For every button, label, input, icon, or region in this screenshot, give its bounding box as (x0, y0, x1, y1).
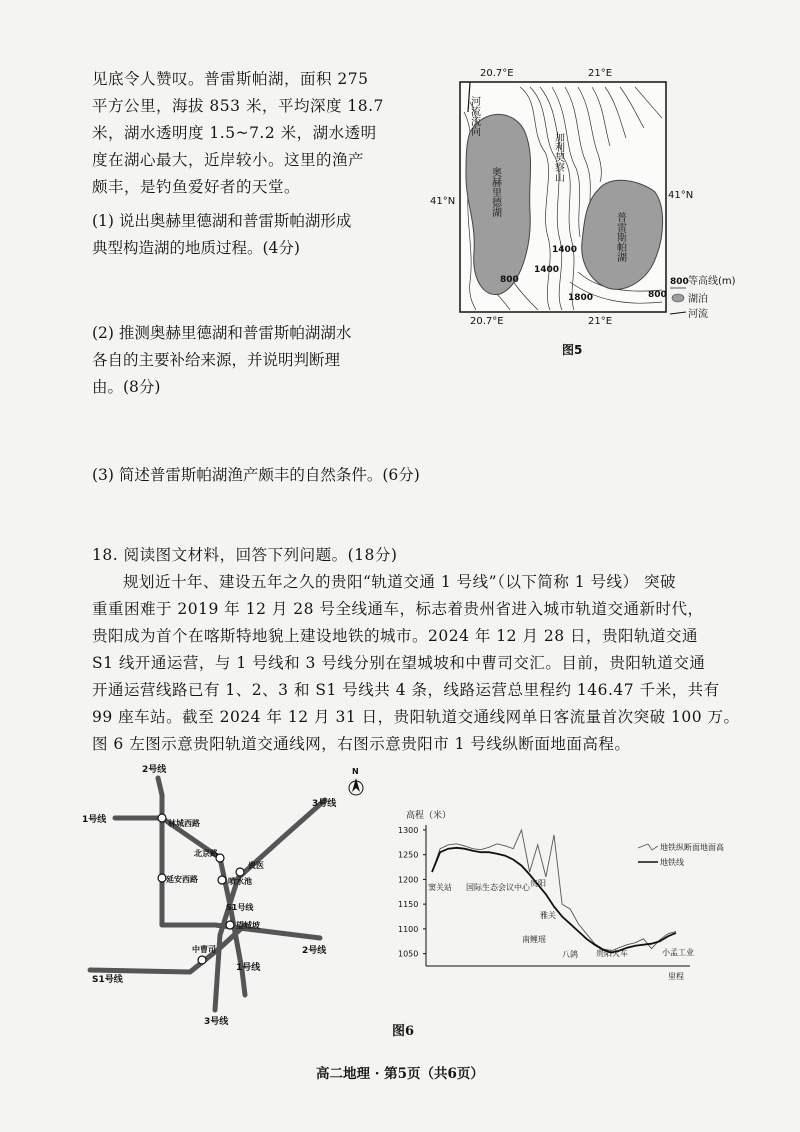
metro-line (432, 848, 676, 953)
station-label: 窦关站 (428, 883, 452, 892)
station-label: 南鲤瑶 (522, 935, 546, 944)
figure-6-profile-chart (390, 800, 724, 1000)
legend-ground-label: 地铁纵断面地面高 (660, 843, 724, 852)
line-2-track (158, 778, 162, 925)
station-label: 喷水池 (228, 877, 252, 886)
north-label: N (352, 767, 359, 776)
question-line: 典型构造湖的地质过程。(4分) (92, 239, 300, 257)
prespa-label: 普雷斯帕湖 (614, 212, 626, 262)
figure-5-map (430, 62, 736, 362)
legend-lake-swatch (672, 294, 684, 302)
station-yananxilu (158, 874, 166, 882)
paragraph-line: 贵阳成为首个在喀斯特地貌上建设地铁的城市。2024 年 12 月 28 日，贵阳轨道交通 (92, 627, 699, 645)
line-3-bottom-label: 3号线 (204, 1017, 229, 1027)
paragraph-line: 规划近十年、建设五年之久的贵阳“轨道交通 1 号线”（以下简称 1 号线） 突破 (123, 573, 676, 591)
legend-contour-value: 800 (670, 277, 689, 287)
y-ticks (398, 826, 426, 959)
passage-line: 颇丰，是钓鱼爱好者的天堂。 (92, 178, 301, 196)
question-line: 各自的主要补给来源，并说明判断理 (92, 351, 341, 369)
station-label: 雅关 (540, 911, 556, 920)
passage-line: 平方公里，海拔 853 米，平均深度 18.7 (92, 97, 384, 115)
question-line: (3) 简述普雷斯帕湖渔产颇丰的自然条件。(6分) (92, 466, 420, 484)
station-label: 北京路 (194, 849, 218, 858)
paragraph-line: 99 座车站。截至 2024 年 12 月 31 日，贵阳轨道交通线网单日客流量首次突破 100 万。 (92, 708, 740, 726)
y-tick-label: 1300 (398, 825, 419, 835)
lat-label-left: 41°N (430, 196, 456, 207)
river-flow-label: 河流流向 (468, 96, 480, 136)
lat-label-right: 41°N (668, 190, 694, 201)
legend-metro-label: 地铁线 (660, 858, 684, 867)
question-line: (1) 说出奥赫里德湖和普雷斯帕湖形成 (92, 212, 352, 230)
station-label: 延安西路 (166, 875, 198, 884)
legend-lake-label: 湖泊 (688, 294, 708, 305)
question-line: 由。(8分) (92, 378, 161, 396)
lon-label-left-bottom: 20.7°E (470, 316, 504, 327)
station-wangchengpo (226, 921, 234, 929)
x-axis-label: 里程 (668, 972, 684, 981)
legend-river-label: 河流 (688, 309, 708, 320)
line-1-bottom-label: 1号线 (236, 963, 261, 973)
line-2-bottom-label: 2号线 (302, 946, 327, 956)
paragraph-line: 重重困难于 2019 年 12 月 28 号全线通车，标志着贵州省进入城市轨道交通新时代， (92, 600, 704, 618)
paragraph-line: 开通运营线路已有 1、2、3 和 S1 号线共 4 条，线路运营总里程约 146.47 千米，共有 (92, 681, 720, 699)
station-label: 国际生态会议中心 (466, 883, 530, 892)
question-17-2 (92, 320, 422, 401)
question-17-1 (92, 208, 422, 262)
paragraph-line: 图 6 左图示意贵阳轨道交通线网，右图示意贵阳市 1 号线纵断面地面高程。 (92, 735, 631, 753)
contour-label: 800 (500, 275, 519, 285)
station-label: 贵医 (248, 861, 264, 870)
question-line: (2) 推测奥赫里德湖和普雷斯帕湖湖水 (92, 324, 352, 342)
page-footer: 高二地理 · 第5页（共6页） (316, 1066, 484, 1082)
line-3-top-label: 3号线 (312, 799, 337, 809)
passage-line: 度在湖心最大，近岸较小。这里的渔产 (92, 151, 365, 169)
question-17-3 (92, 462, 692, 489)
line-1-left-label: 1号线 (82, 815, 107, 825)
question-18 (92, 542, 772, 758)
station-label: 八鸽 (562, 950, 578, 959)
profile-legend (638, 842, 724, 867)
station-label: 中曹司 (192, 945, 216, 954)
contour-label: 1400 (534, 265, 560, 275)
station-label: 林城西路 (168, 819, 200, 828)
passage-top (92, 66, 422, 201)
s1-left-label: S1号线 (92, 975, 123, 985)
station-label: 贵阳 (530, 879, 546, 888)
line-2-top-label: 2号线 (142, 765, 167, 775)
figure-5-caption: 图5 (562, 343, 583, 357)
lon-label-right-bottom: 21°E (588, 316, 613, 327)
station-guiyi (236, 868, 244, 876)
legend-contour-label: 等高线(m) (688, 276, 736, 287)
station-penshuichi (218, 876, 226, 884)
mountain-label: 加利契察山 (552, 132, 564, 182)
fig5-legend (670, 274, 736, 320)
lon-label-left: 20.7°E (480, 68, 514, 79)
station-label: 望城坡 (236, 921, 260, 930)
passage-line: 见底令人赞叹。普雷斯帕湖，面积 275 (92, 70, 369, 88)
paragraph-line: S1 线开通运营，与 1 号线和 3 号线分别在望城坡和中曹司交汇。目前，贵阳轨道交通 (92, 654, 706, 672)
ohrid-label: 奥赫里德湖 (489, 167, 501, 217)
contour-label: 800 (648, 290, 667, 300)
station-linchengxilu (158, 814, 166, 822)
lon-label-right: 21°E (588, 68, 613, 79)
y-tick-label: 1150 (398, 900, 419, 910)
station-zhongcaosi (198, 956, 206, 964)
stations (158, 814, 244, 964)
y-tick-label: 1050 (398, 949, 419, 959)
y-tick-label: 1100 (398, 924, 419, 934)
station-label: 小孟工业 (662, 948, 694, 957)
y-axis-title: 高程（米） (406, 811, 452, 821)
north-arrow-icon (349, 767, 363, 795)
contour-label: 1400 (552, 245, 578, 255)
y-tick-label: 1250 (398, 850, 419, 860)
y-tick-label: 1200 (398, 875, 419, 885)
figure-6-metro-map (80, 760, 380, 1030)
passage-line: 米，湖水透明度 1.5~7.2 米，湖水透明 (92, 124, 377, 142)
legend-ground-line (638, 844, 658, 850)
station-label: S1号线 (226, 903, 254, 912)
legend-river-line (670, 312, 686, 314)
station-label: 贵阳火车 (596, 949, 628, 958)
contour-label: 1800 (568, 293, 594, 303)
question-18-header: 18. 阅读图文材料，回答下列问题。(18分) (92, 546, 398, 564)
figure-6-caption: 图6 (392, 1024, 415, 1039)
